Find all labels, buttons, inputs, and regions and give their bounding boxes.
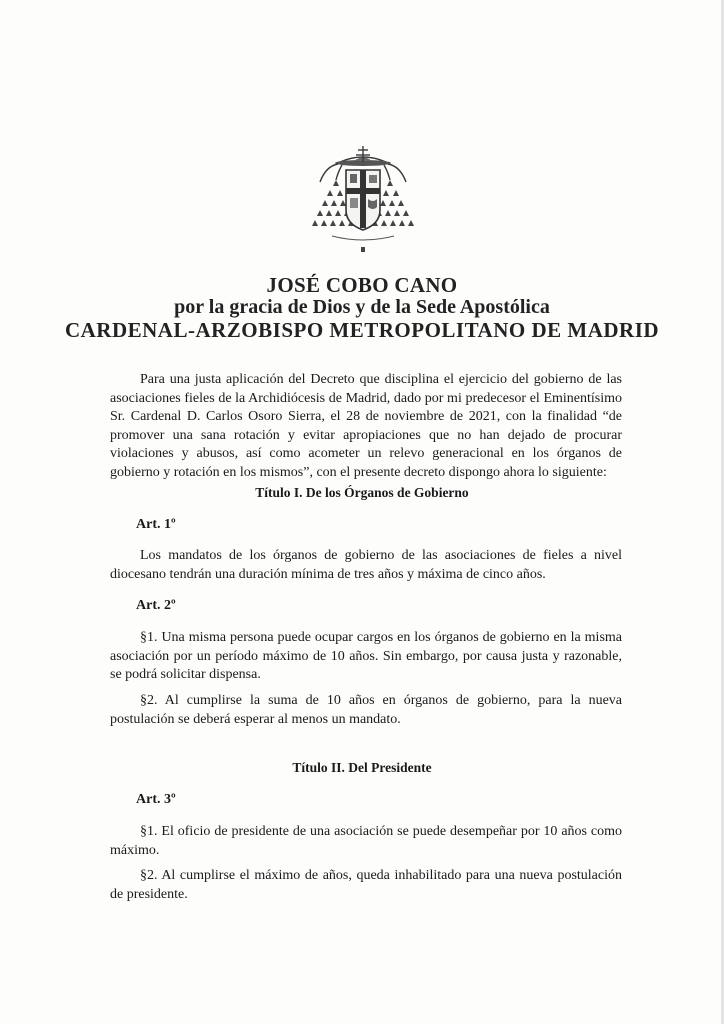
article-2-paragraph-2: §2. Al cumplirse la suma de 10 años en órganos de gobierno, para la nueva postulación se deberá esperar al menos un mandato. — [110, 693, 622, 727]
article-2-paragraph-1: §1. Una misma persona puede ocupar cargos en los órganos de gobierno en la misma asociación por un período máximo de 10 años. Sin embargo, por causa justa y razonable, se podrá solicitar dispensa. — [110, 630, 622, 682]
section-title-2: Título II. Del Presidente — [292, 760, 432, 775]
article-3-paragraph-2: §2. Al cumplirse el máximo de años, queda inhabilitado para una nueva postulación de presidente. — [110, 868, 622, 902]
article-3-paragraph-1: §1. El oficio de presidente de una asociación se puede desempeñar por 10 años como máximo. — [110, 824, 622, 858]
article-1-text: Los mandatos de los órganos de gobierno de las asociaciones de fieles a nivel diocesano tendrán una duración mínima de tres años y máxima de cinco años. — [110, 548, 622, 582]
intro-paragraph: Para una justa aplicación del Decreto que disciplina el ejercicio del gobierno de las asociaciones fieles de la Archidiócesis de Madrid, dado por mi predecesor el Eminentísimo Sr. Cardenal D. Carlos Osoro Sierra, el 28 de noviembre de 2021, con la finalidad “de promover una sana rotación y evitar apropiaciones que no han dejado de procurar violaciones y abusos, así como acometer un relevo generacional en los órganos de gobierno y rotación en los mismos”, con el presente decreto dispongo ahora lo siguiente: — [110, 372, 622, 480]
article-label-1: Art. 1º — [136, 517, 176, 532]
coat-of-arms — [298, 132, 428, 262]
article-label-2: Art. 2º — [136, 598, 176, 613]
author-office: CARDENAL-ARZOBISPO METROPOLITANO DE MADRID — [64, 318, 660, 342]
author-subtitle: por la gracia de Dios y de la Sede Apostólica — [174, 296, 550, 318]
author-name: JOSÉ COBO CANO — [266, 273, 458, 297]
section-title-1: Título I. De los Órganos de Gobierno — [255, 485, 469, 500]
article-label-3: Art. 3º — [136, 792, 176, 807]
